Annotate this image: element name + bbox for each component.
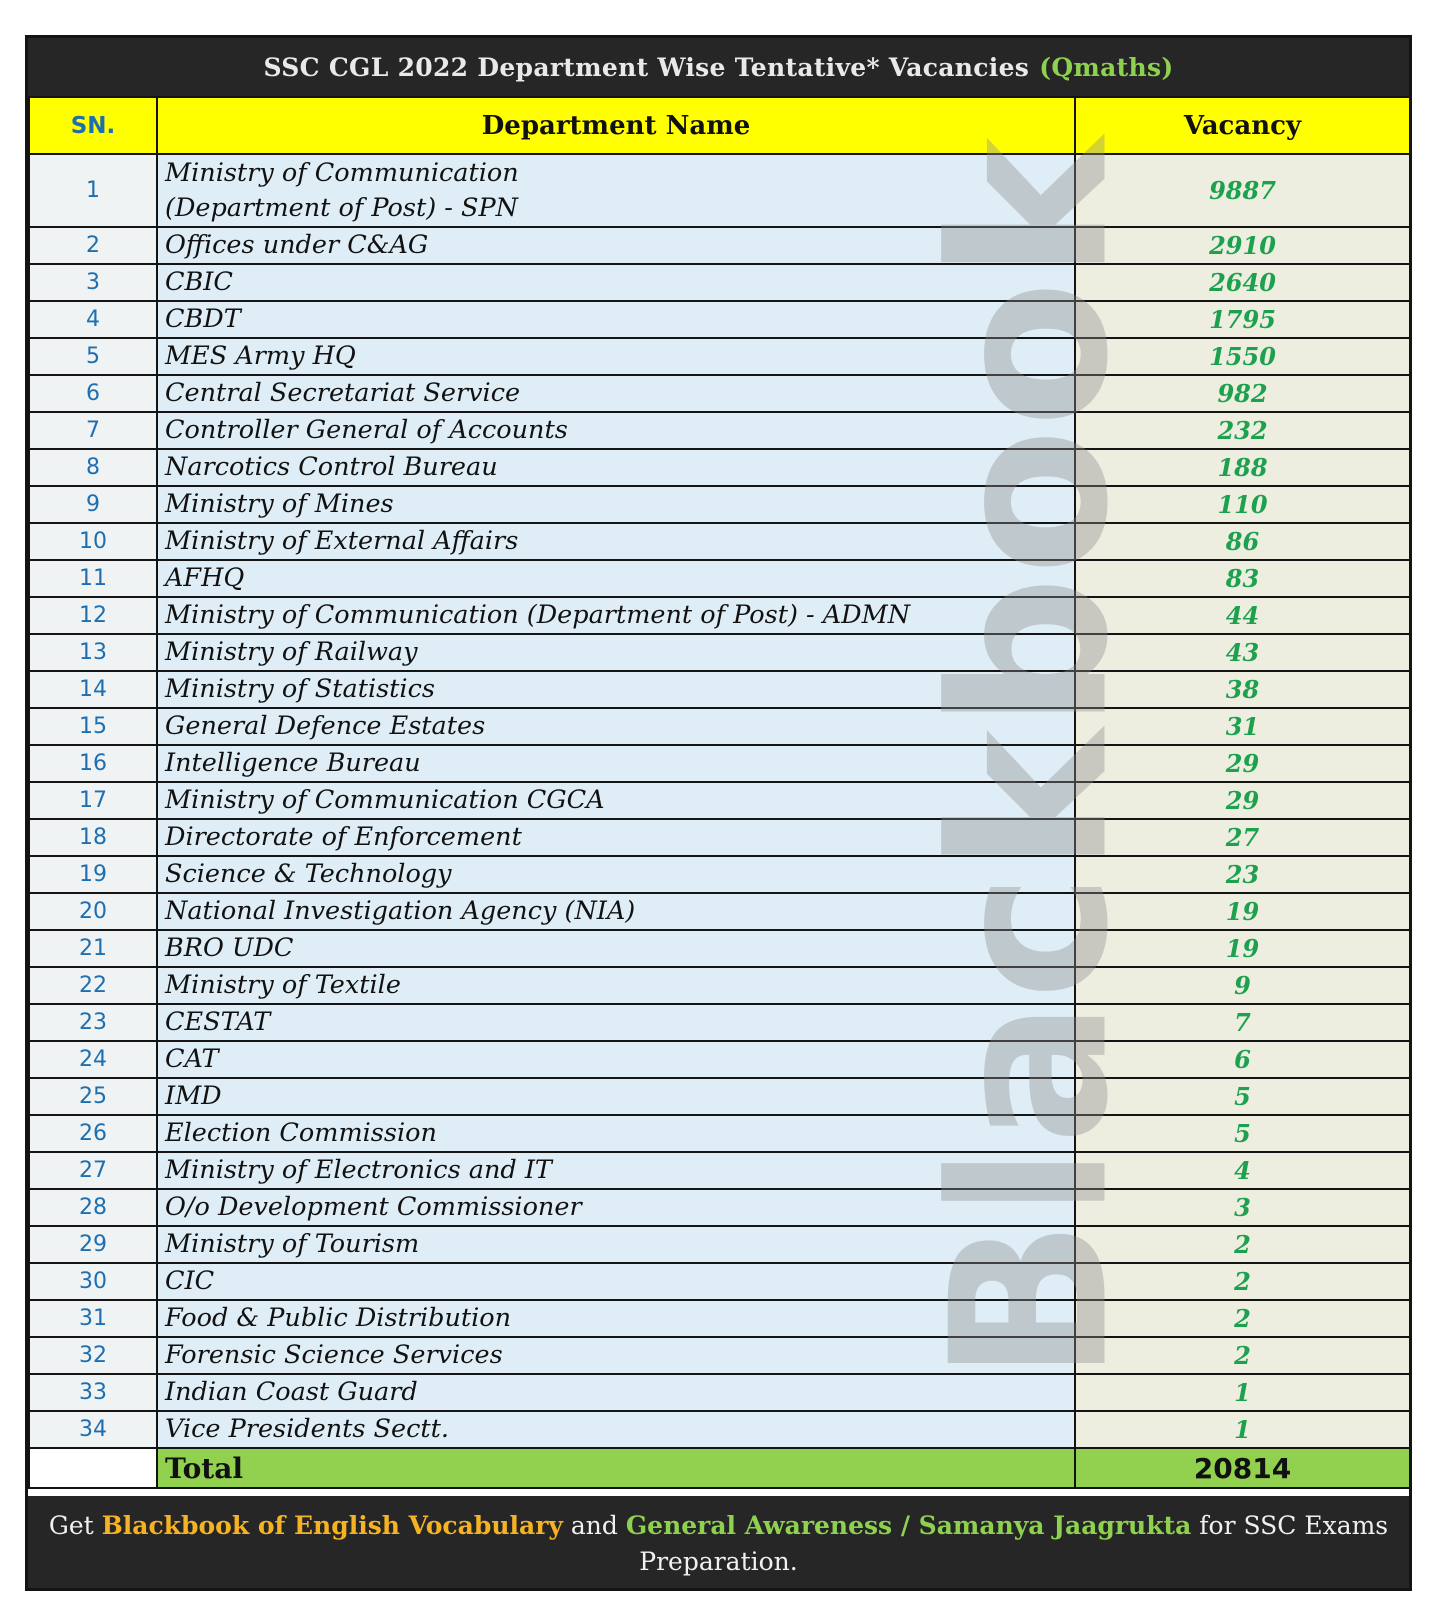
row-department: National Investigation Agency (NIA): [157, 893, 1075, 930]
table-row: [29, 671, 1410, 708]
row-department: Election Commission: [157, 1115, 1075, 1152]
row-vacancy: 110: [1075, 486, 1410, 523]
row-sn: 7: [29, 412, 157, 449]
table-row: [29, 893, 1410, 930]
row-vacancy: 2910: [1075, 227, 1410, 264]
table-row: [29, 745, 1410, 782]
row-sn: 6: [29, 375, 157, 412]
total-row: [29, 1448, 1410, 1488]
row-vacancy: 2: [1075, 1337, 1410, 1374]
row-department: Ministry of Electronics and IT: [157, 1152, 1075, 1189]
row-vacancy: 27: [1075, 819, 1410, 856]
table-row: [29, 1004, 1410, 1041]
table-row: [29, 708, 1410, 745]
row-department: Ministry of Communication CGCA: [157, 782, 1075, 819]
row-vacancy: 1550: [1075, 338, 1410, 375]
row-vacancy: 1: [1075, 1374, 1410, 1411]
row-department: [157, 154, 1075, 227]
footer-text-3: for SSC Exams Preparation.: [639, 1511, 1389, 1576]
row-sn: 28: [29, 1189, 157, 1226]
row-sn: 9: [29, 486, 157, 523]
table-row: [29, 1300, 1410, 1337]
header-sn: SN.: [29, 97, 157, 154]
row-sn: 18: [29, 819, 157, 856]
vacancy-card: [25, 35, 1412, 1591]
row-department: Food & Public Distribution: [157, 1300, 1075, 1337]
footer-text-1: Get: [48, 1511, 102, 1540]
row-vacancy: 5: [1075, 1115, 1410, 1152]
row-department: Science & Technology: [157, 856, 1075, 893]
row-department: Offices under C&AG: [157, 227, 1075, 264]
table-row: [29, 930, 1410, 967]
table-row: [29, 412, 1410, 449]
row-sn: 26: [29, 1115, 157, 1152]
row-sn: 15: [29, 708, 157, 745]
row-vacancy: 9: [1075, 967, 1410, 1004]
table-row: [29, 264, 1410, 301]
row-department: Directorate of Enforcement: [157, 819, 1075, 856]
header-department: Department Name: [157, 97, 1075, 154]
row-sn: 22: [29, 967, 157, 1004]
row-vacancy: 3: [1075, 1189, 1410, 1226]
row-sn: 11: [29, 560, 157, 597]
row-vacancy: 2: [1075, 1263, 1410, 1300]
footer-general-awareness: General Awareness / Samanya Jaagrukta: [625, 1511, 1192, 1540]
total-label: Total: [157, 1448, 1075, 1488]
row-sn: 34: [29, 1411, 157, 1448]
title-text: SSC CGL 2022 Department Wise Tentative* Vacancies: [263, 52, 1030, 82]
row-department: Indian Coast Guard: [157, 1374, 1075, 1411]
total-value: 20814: [1075, 1448, 1410, 1488]
row-sn: 33: [29, 1374, 157, 1411]
row-sn: 31: [29, 1300, 157, 1337]
table-row: [29, 1115, 1410, 1152]
row-vacancy: 9887: [1075, 154, 1410, 227]
table-row: [29, 227, 1410, 264]
table-row: [29, 486, 1410, 523]
row-vacancy: 38: [1075, 671, 1410, 708]
row-department: CBDT: [157, 301, 1075, 338]
table-row: [29, 449, 1410, 486]
row-vacancy: 982: [1075, 375, 1410, 412]
row-sn: 8: [29, 449, 157, 486]
table-row: [29, 154, 1410, 227]
row-department-line1: Ministry of Communication: [165, 157, 519, 188]
row-department: CBIC: [157, 264, 1075, 301]
row-sn: 2: [29, 227, 157, 264]
row-sn: 21: [29, 930, 157, 967]
table-row: [29, 1041, 1410, 1078]
row-department: Ministry of Mines: [157, 486, 1075, 523]
row-department-line2: (Department of Post) - SPN: [165, 192, 518, 223]
row-vacancy: 232: [1075, 412, 1410, 449]
row-sn: 32: [29, 1337, 157, 1374]
table-row: [29, 1263, 1410, 1300]
row-department: Central Secretariat Service: [157, 375, 1075, 412]
row-department: Ministry of Statistics: [157, 671, 1075, 708]
table-header-row: [29, 97, 1410, 154]
row-vacancy: 1: [1075, 1411, 1410, 1448]
row-vacancy: 23: [1075, 856, 1410, 893]
row-sn: 23: [29, 1004, 157, 1041]
row-sn: 29: [29, 1226, 157, 1263]
header-vacancy: Vacancy: [1075, 97, 1410, 154]
row-vacancy: 43: [1075, 634, 1410, 671]
row-department: CIC: [157, 1263, 1075, 1300]
footer-text-2: and: [562, 1511, 626, 1540]
row-vacancy: 83: [1075, 560, 1410, 597]
row-vacancy: 188: [1075, 449, 1410, 486]
row-sn: 5: [29, 338, 157, 375]
row-sn: 10: [29, 523, 157, 560]
title-source: (Qmaths): [1039, 52, 1174, 82]
row-sn: 17: [29, 782, 157, 819]
row-vacancy: 29: [1075, 745, 1410, 782]
table-row: [29, 634, 1410, 671]
row-department: Ministry of External Affairs: [157, 523, 1075, 560]
row-vacancy: 6: [1075, 1041, 1410, 1078]
row-vacancy: 86: [1075, 523, 1410, 560]
table-body: [29, 154, 1410, 1448]
table-row: [29, 1337, 1410, 1374]
table-row: [29, 375, 1410, 412]
row-department: IMD: [157, 1078, 1075, 1115]
footer-blackbook-link: Blackbook of English Vocabulary: [101, 1511, 563, 1540]
table-row: [29, 1411, 1410, 1448]
row-department: CESTAT: [157, 1004, 1075, 1041]
row-department: Forensic Science Services: [157, 1337, 1075, 1374]
row-sn: 16: [29, 745, 157, 782]
row-vacancy: 5: [1075, 1078, 1410, 1115]
row-department: AFHQ: [157, 560, 1075, 597]
table-row: [29, 560, 1410, 597]
vacancy-table: [28, 96, 1411, 1489]
table-row: [29, 1189, 1410, 1226]
row-sn: 20: [29, 893, 157, 930]
table-row: [29, 967, 1410, 1004]
table-row: [29, 782, 1410, 819]
row-vacancy: 44: [1075, 597, 1410, 634]
row-department: Ministry of Textile: [157, 967, 1075, 1004]
row-department: BRO UDC: [157, 930, 1075, 967]
row-vacancy: 2: [1075, 1300, 1410, 1337]
row-vacancy: 4: [1075, 1152, 1410, 1189]
row-department: MES Army HQ: [157, 338, 1075, 375]
row-vacancy: 19: [1075, 930, 1410, 967]
row-department: Narcotics Control Bureau: [157, 449, 1075, 486]
row-department: Ministry of Tourism: [157, 1226, 1075, 1263]
row-sn: 3: [29, 264, 157, 301]
row-sn: 27: [29, 1152, 157, 1189]
row-department: Vice Presidents Sectt.: [157, 1411, 1075, 1448]
row-department: General Defence Estates: [157, 708, 1075, 745]
row-sn: 13: [29, 634, 157, 671]
table-row: [29, 856, 1410, 893]
row-department: Ministry of Communication (Department of Post) - ADMN: [157, 597, 1075, 634]
table-row: [29, 1374, 1410, 1411]
page-title: [28, 38, 1409, 96]
table-row: [29, 338, 1410, 375]
row-vacancy: 2: [1075, 1226, 1410, 1263]
row-department: Controller General of Accounts: [157, 412, 1075, 449]
row-sn: 14: [29, 671, 157, 708]
table-row: [29, 301, 1410, 338]
row-vacancy: 19: [1075, 893, 1410, 930]
row-vacancy: 29: [1075, 782, 1410, 819]
table-row: [29, 1152, 1410, 1189]
table-row: [29, 1078, 1410, 1115]
row-sn: 12: [29, 597, 157, 634]
row-department: Intelligence Bureau: [157, 745, 1075, 782]
table-row: [29, 523, 1410, 560]
table-row: [29, 1226, 1410, 1263]
total-sn-cell: [29, 1448, 157, 1488]
row-vacancy: 31: [1075, 708, 1410, 745]
row-sn: 1: [29, 154, 157, 227]
row-vacancy: 7: [1075, 1004, 1410, 1041]
row-department: Ministry of Railway: [157, 634, 1075, 671]
row-sn: 4: [29, 301, 157, 338]
row-vacancy: 2640: [1075, 264, 1410, 301]
row-vacancy: 1795: [1075, 301, 1410, 338]
row-sn: 30: [29, 1263, 157, 1300]
row-sn: 19: [29, 856, 157, 893]
table-row: [29, 597, 1410, 634]
row-sn: 24: [29, 1041, 157, 1078]
row-sn: 25: [29, 1078, 157, 1115]
promo-footer: [28, 1496, 1409, 1588]
watermark-text: Blackbook: [904, 137, 1156, 1383]
row-department: CAT: [157, 1041, 1075, 1078]
row-department: O/o Development Commissioner: [157, 1189, 1075, 1226]
table-row: [29, 819, 1410, 856]
